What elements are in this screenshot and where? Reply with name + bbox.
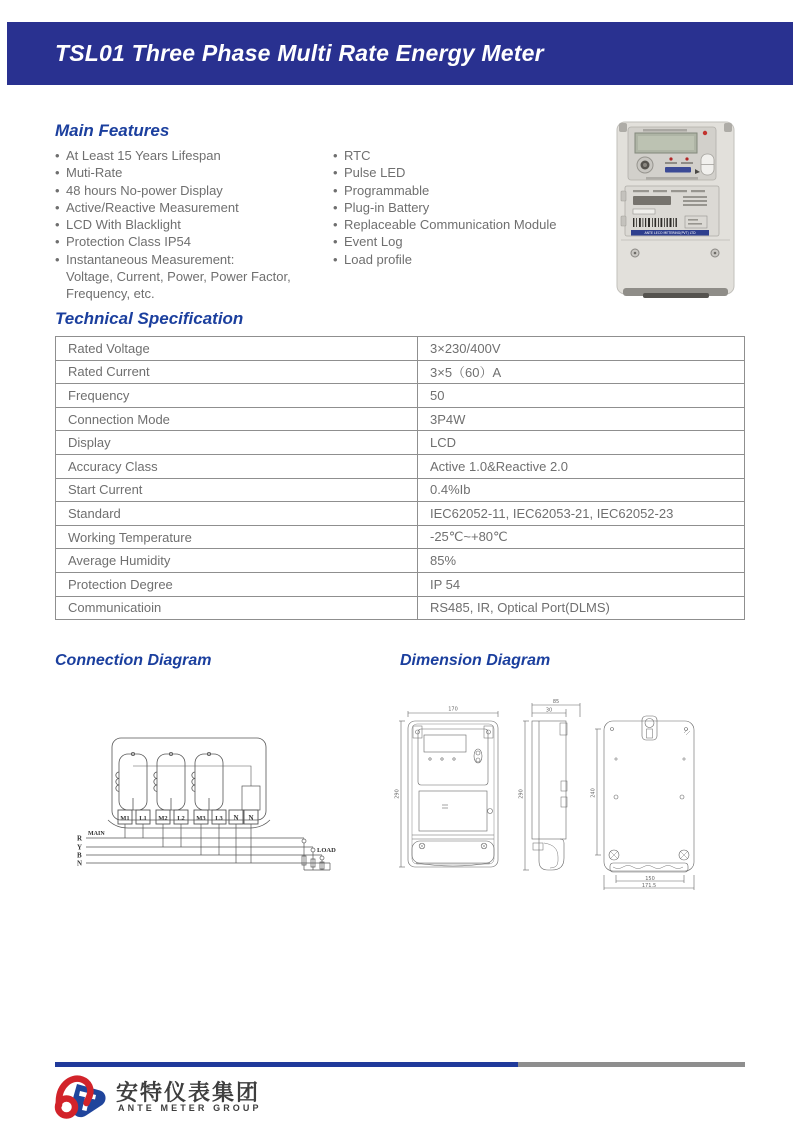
feature-item: • Programmable [333, 182, 605, 199]
technical-specification-heading: Technical Specification [55, 309, 244, 328]
brand-mark-red [703, 131, 707, 135]
svg-text:290: 290 [518, 789, 525, 799]
spec-value: RS485, IR, Optical Port(DLMS) [418, 596, 745, 620]
table-row [56, 596, 745, 620]
ante-logo-icon [53, 1070, 111, 1122]
footer-divider-gray [518, 1062, 745, 1067]
energy-meter-photo [613, 120, 738, 300]
company-name-en: ANTE METER GROUP [118, 1103, 262, 1113]
spec-label: Working Temperature [56, 525, 418, 549]
company-name-cn: 安特仪表集团 [116, 1080, 261, 1105]
svg-text:M2: M2 [158, 815, 168, 822]
feature-item: • Muti-Rate [55, 164, 327, 181]
spec-value: 3×5（60）A [418, 360, 745, 384]
feature-item-continuation: Frequency, etc. [66, 286, 155, 302]
dimension-diagram-heading: Dimension Diagram [400, 652, 551, 669]
spec-label: Standard [56, 502, 418, 526]
svg-text:170: 170 [448, 706, 458, 713]
feature-item-continuation: Voltage, Current, Power, Power Factor, [66, 269, 291, 285]
table-row [56, 407, 745, 431]
spec-table [55, 336, 745, 620]
svg-text:R: R [77, 834, 83, 843]
feature-item: • Plug-in Battery [333, 199, 605, 216]
feature-item: • 48 hours No-power Display [55, 182, 327, 199]
svg-text:240: 240 [590, 788, 597, 798]
svg-text:M3: M3 [196, 815, 206, 822]
spec-label: Rated Voltage [56, 337, 418, 361]
table-row [56, 502, 745, 526]
table-row [56, 478, 745, 502]
pulse-led [669, 157, 672, 160]
panel-blue-label [665, 167, 691, 173]
load-network [302, 839, 330, 870]
nameplate-window [633, 196, 671, 205]
svg-text:290: 290 [394, 789, 401, 799]
features-list-right [333, 147, 605, 268]
connection-diagram [72, 728, 337, 878]
spec-label: Rated Current [56, 360, 418, 384]
svg-text:N: N [77, 859, 83, 868]
table-row [56, 454, 745, 478]
svg-text:LOAD: LOAD [317, 847, 336, 854]
spec-label: Communicatioin [56, 596, 418, 620]
feature-item: • Pulse LED [333, 164, 605, 181]
svg-text:L1: L1 [139, 815, 147, 822]
spec-value: 50 [418, 384, 745, 408]
mains-lines [86, 824, 330, 863]
spec-value: LCD [418, 431, 745, 455]
svg-text:150: 150 [645, 876, 655, 882]
svg-text:M1: M1 [120, 815, 130, 822]
spec-value: IP 54 [418, 572, 745, 596]
table-row [56, 431, 745, 455]
spec-label: Protection Degree [56, 572, 418, 596]
page-title: TSL01 Three Phase Multi Rate Energy Meter [55, 40, 544, 66]
svg-text:N: N [248, 814, 254, 822]
spec-label: Connection Mode [56, 407, 418, 431]
front-view [395, 707, 499, 868]
meter-top-panel [628, 127, 716, 180]
feature-item: • Event Log [333, 233, 605, 250]
feature-item: • Protection Class IP54 [55, 233, 327, 250]
internal-wiring [133, 766, 260, 810]
svg-text:N: N [233, 814, 239, 822]
spec-value: IEC62052-11, IEC62053-21, IEC62052-23 [418, 502, 745, 526]
svg-text:L3: L3 [215, 815, 223, 822]
spec-value: 3×230/400V [418, 337, 745, 361]
side-view [519, 699, 581, 870]
connection-diagram-heading: Connection Diagram [55, 652, 212, 669]
meter-nameplate [621, 186, 719, 236]
spec-label: Accuracy Class [56, 454, 418, 478]
svg-text:MAIN: MAIN [88, 831, 105, 837]
spec-value: Active 1.0&Reactive 2.0 [418, 454, 745, 478]
footer-divider [55, 1062, 745, 1067]
spec-label: Display [56, 431, 418, 455]
dimension-diagram [392, 693, 714, 898]
title-banner [7, 22, 793, 85]
brand-strip-text: ANTE LECO METERING(PVT) LTD [644, 231, 696, 236]
feature-item: • RTC [333, 147, 605, 164]
svg-text:Y: Y [77, 843, 83, 852]
table-row [56, 337, 745, 361]
svg-text:171.5: 171.5 [641, 883, 657, 889]
svg-text:85: 85 [552, 699, 560, 705]
feature-item: • LCD With Blacklight [55, 216, 327, 233]
table-row [56, 572, 745, 596]
feature-item: • Instantaneous Measurement: [55, 251, 327, 268]
ct-coils [116, 752, 223, 810]
feature-item: • At Least 15 Years Lifespan [55, 147, 327, 164]
svg-text:30: 30 [545, 707, 553, 714]
feature-item: • Replaceable Communication Module [333, 216, 605, 233]
table-row [56, 549, 745, 573]
spec-value: 85% [418, 549, 745, 573]
features-list-left [55, 147, 327, 303]
feature-item: • Load profile [333, 251, 605, 268]
spec-value: 3P4W [418, 407, 745, 431]
table-row [56, 384, 745, 408]
table-row [56, 360, 745, 384]
svg-text:B: B [77, 851, 82, 860]
spec-label: Average Humidity [56, 549, 418, 573]
spec-value: 0.4%Ib [418, 478, 745, 502]
spec-value: -25℃~+80℃ [418, 525, 745, 549]
feature-item: • Active/Reactive Measurement [55, 199, 327, 216]
main-features-heading: Main Features [55, 121, 170, 140]
spec-label: Start Current [56, 478, 418, 502]
terminal-labels [120, 814, 253, 822]
pulse-led [685, 157, 688, 160]
spec-label: Frequency [56, 384, 418, 408]
back-view [591, 716, 695, 890]
wiring-labels [77, 831, 336, 868]
table-row [56, 525, 745, 549]
barcode [633, 218, 677, 227]
svg-text:L2: L2 [177, 815, 185, 822]
footer-divider-blue [55, 1062, 518, 1067]
